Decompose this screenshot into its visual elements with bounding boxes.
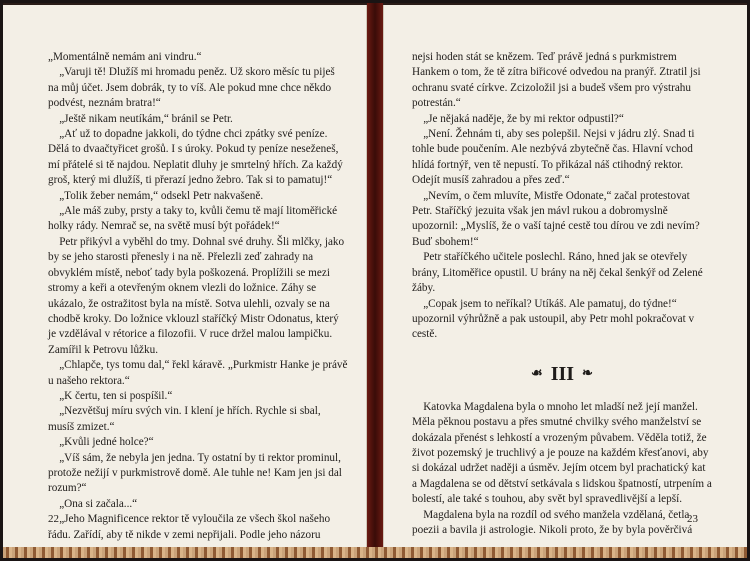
paragraph: „Tolik žeber nemám,“ odsekl Petr nakvašeně. xyxy=(59,189,264,202)
paragraph: „Varuji tě! Dlužíš mi hromadu peněz. Už skoro měsíc tu piješ na můj účet. Jsem dobrák, ty to víš. Ale pokud mne chce někdo podvést, neznám bratra!“ xyxy=(48,66,335,110)
right-page xyxy=(383,5,747,547)
paragraph: „Ona si začala...“ xyxy=(59,497,138,510)
paragraph: „Kvůli jedné holce?“ xyxy=(59,436,154,449)
page-number-left: 22 xyxy=(48,513,59,525)
paragraph: Magdalena byla na rozdíl od svého manžela vzdělaná, četla poezii a bavila ji astrologie. Nikoli proto, že by byla pověrčivá xyxy=(412,508,693,536)
chapter-heading xyxy=(412,361,712,386)
book-spine xyxy=(367,3,383,558)
chapter-number: III xyxy=(550,362,575,385)
ornament-right-icon: ❧ xyxy=(582,364,593,380)
paragraph: „Je nějaká naděje, že by mi rektor odpustil?“ xyxy=(423,112,624,125)
paragraph: „Chlapče, tys tomu dal,“ řekl káravě. „Purkmistr Hanke je právě u našeho rektora.“ xyxy=(48,359,348,387)
page-number-right: 23 xyxy=(687,513,698,525)
paragraph: Petr přikývl a vyběhl do tmy. Dohnal své druhy. Šli mlčky, jako by se jeho starosti přenesly i na ně. Přelezli zeď zahrady na obvyklém místě, neboť tady byla poškozená. Proplížili se mezi stromy a keři a otevřeným oknem vlezli do ložnice. Záhy se ukázalo, že ostražitost byla na místě. Sotva ulehli, ozvaly se na chodbě kroky. Do ložnice vklouzl staříčký Mistr Odonatus, který je vzdělával v rétorice a filozofii. V ruce držel malou lampičku. Zamířil k Petrovu lůžku. xyxy=(48,235,345,356)
paragraph: nejsi hoden stát se knězem. Teď právě jedná s purkmistrem Hankem o tom, že tě zítra biřicové odvedou na pranýř. Ztratil jsi ochranu svaté církve. Zcizoložil jsi a budeš všem pro výstrahu potrestán.“ xyxy=(412,51,701,110)
paragraph: „Momentálně nemám ani vindru.“ xyxy=(48,51,202,63)
paragraph: Katovka Magdalena byla o mnoho let mladší než její manžel. Měla pěknou postavu a přes smutné chvilky svého manželství se dokázala přenést s lehkostí a vrozeným půvabem. Věděla totiž, že život pozemský je truchlivý a je pouze na každém křesťanovi, aby si dokázal udržet naději a úsměv. Jejím otcem byl prachatický kat a Magdalena se od dětství setkávala s lidskou špatností, utrpením a bolestí, ale také s touhou, aby svět byl spravedlivější a lepší. xyxy=(412,400,712,506)
left-page-text xyxy=(48,50,348,543)
paragraph: „Ale máš zuby, prsty a taky to, kvůli čemu tě mají litoměřické holky rády. Nemrač se, na světě musí být pořádek!“ xyxy=(48,205,338,233)
paragraph: „K čertu, ten si pospíšil.“ xyxy=(59,389,173,402)
page-edges xyxy=(3,547,747,558)
paragraph: „Víš sám, že nebyla jen jedna. Ty ostatní by ti rektor prominul, protože nežijí v purkmistrově domě. Ale tuhle ne! Kam jen jsi dal rozum?“ xyxy=(48,451,342,495)
left-page xyxy=(3,5,367,547)
ornament-left-icon: ☙ xyxy=(531,364,543,380)
paragraph: „Nevím, o čem mluvíte, Mistře Odonate,“ začal protestovat Petr. Staříčký jezuita však jen mávl rukou a dobromyslně upozornil: „Myslíš, že o vaší tajné cestě tou dírou ve zdi nevím? Buď sbohem!“ xyxy=(412,189,700,248)
paragraph: „Ještě nikam neutíkám,“ bránil se Petr. xyxy=(59,112,233,125)
right-page-text xyxy=(412,50,712,538)
paragraph: „Nezvětšuj míru svých vin. I klení je hřích. Rychle si sbal, musíš zmizet.“ xyxy=(48,405,321,433)
paragraph: „Není. Žehnám ti, aby ses polepšil. Nejsi v jádru zlý. Snad ti tohle bude poučením. Ale nezbývá zbytečně čas. Hlavní vchod hlídá fortnýř, ven tě nepustí. To přikázal náš ctihodný rektor. Odejít musíš zahradou a přes zeď.“ xyxy=(412,128,695,187)
paragraph: Petr staříčkého učitele poslechl. Ráno, hned jak se otevřely brány, Litoměřice opustil. U brány na něj čekal šenkýř od Zelené žáby. xyxy=(412,251,703,295)
open-book xyxy=(3,3,747,558)
paragraph: „Jeho Magnificence rektor tě vyloučila ze všech škol našeho řádu. Zařídí, aby tě nikde v zemi nepřijali. Podle jeho názoru xyxy=(48,513,331,541)
paragraph: „Copak jsem to neříkal? Utíkáš. Ale pamatuj, do týdne!“ upozornil výhrůžně a pak ustoupil, aby Petr mohl pokračovat v cestě. xyxy=(412,297,695,341)
paragraph: „Ať už to dopadne jakkoli, do týdne chci zpátky své peníze. Dělá to dvaačtyřicet grošů. I s úroky. Pokud ty peníze neseženeš, mí přátelé si tě najdou. Neplatit dluhy je smrtelný hřích. Za každý groš, který mi dlužíš, ti přerazí jedno žebro. Tak si to pamatuj!“ xyxy=(48,128,343,187)
